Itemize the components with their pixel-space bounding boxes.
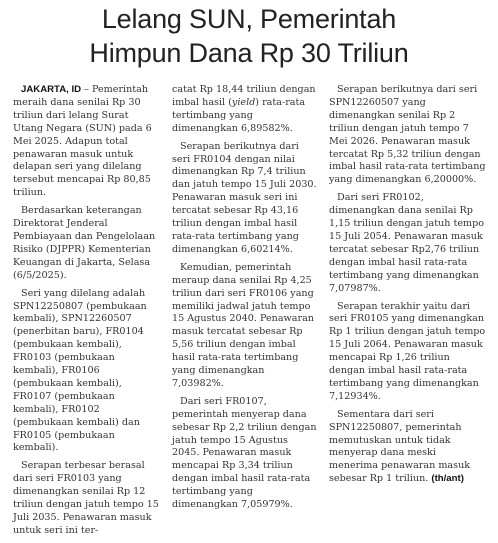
paragraph-text: ) rata-rata tertimbang yang dimenangkan 6,89582%. bbox=[172, 96, 306, 134]
closing-paragraph bbox=[329, 409, 487, 486]
article-column-2 bbox=[172, 84, 318, 517]
paragraph: Dari seri FR0102, dimenangkan dana senilai Rp 1,15 triliun dengan jatuh tempo 15 Juli 2054. Penawaran masuk tercatat sebesar Rp2,76 triliun dengan imbal hasil rata-rata tertimbang yang dimenangkan 7,07987%. bbox=[329, 192, 485, 294]
paragraph: Serapan berikutnya dari seri FR0104 dengan nilai dimenangkan Rp 7,4 triliun dan jatuh tempo 15 Juli 2030. Penawaran masuk seri ini tercatat sebesar Rp 43,16 triliun dengan imbal hasil rata-rata tertimbang yang dimenangkan 6,60214%. bbox=[172, 140, 317, 255]
dateline: JAKARTA, ID bbox=[21, 84, 82, 95]
paragraph: Serapan terbesar berasal dari seri FR0103 yang dimenangkan senilai Rp 12 triliun dengan jatuh tempo 15 Juli 2035. Penawaran masuk untuk seri ini ter- bbox=[13, 460, 159, 536]
paragraph-text: Pemerintah meraih dana senilai Rp 30 triliun dari lelang Surat Utang Negara (SUN) pada 6 Mei 2025. Adapun total penawaran masuk untuk delapan seri yang dilelang tersebut mencapai Rp 80,85 triliun. bbox=[13, 84, 152, 199]
headline-line-1: Lelang SUN, Pemerintah bbox=[101, 4, 397, 34]
headline-line-2: Himpun Dana Rp 30 Triliun bbox=[89, 38, 409, 68]
byline: (th/ant) bbox=[431, 473, 464, 485]
paragraph: Serapan berikutnya dari seri SPN12260507 yang dimenangkan senilai Rp 2 triliun dengan jatuh tempo 7 Mei 2026. Penawaran masuk tercatat Rp 5,32 triliun dengan imbal hasil rata-rata tertimbang yang dimenangkan 6,20000%. bbox=[329, 84, 486, 186]
paragraph: Serapan terakhir yaitu dari seri FR0105 yang dimenangkan Rp 1 triliun dengan jatuh tempo 15 Juli 2064. Penawaran masuk mencapai Rp 1,26 triliun dengan imbal hasil rata-rata tertimbang yang dimenangkan 7,12934%. bbox=[329, 300, 486, 402]
italic-term: yield bbox=[231, 96, 256, 108]
paragraph: Seri yang dilelang adalah SPN12250807 (pembukaan kembali), SPN12260507 (penerbitan baru), FR0104 (pembukaan kembali), FR0103 (pembukaan kembali), FR0106 (pembukaan kembali), FR0107 (pembukaan kembali), FR0102 (pembukaan kembali) dan FR0105 (pembukaan kembali). bbox=[13, 287, 147, 454]
paragraph-text: Sementara dari seri SPN12250807, pemerintah memutuskan untuk tidak menyerap dana meski menerima penawaran masuk sebesar Rp 1 triliun. bbox=[329, 408, 471, 485]
article-column-1 bbox=[13, 84, 161, 543]
paragraph: Kemudian, pemerintah meraup dana senilai Rp 4,25 triliun dari seri FR0106 yang memiliki jadwal jatuh tempo 15 Agustus 2040. Penawaran masuk tercatat sebesar Rp 5,56 triliun dengan imbal hasil rata-rata tertimbang yang dimenangkan 7,03982%. bbox=[172, 261, 314, 389]
paragraph: Berdasarkan keterangan Direktorat Jenderal Pembiayaan dan Pengelolaan Risiko (DJPPR) Kementerian Keuangan di Jakarta, Selasa (6/5/2025). bbox=[13, 205, 156, 281]
lead-paragraph bbox=[13, 84, 161, 200]
paragraph-text: catat Rp 18,44 triliun dengan imbal hasil ( bbox=[172, 84, 316, 108]
paragraph-continued bbox=[172, 84, 318, 136]
paragraph: Dari seri FR0107, pemerintah menyerap dana sebesar Rp 2,2 triliun dengan jatuh tempo 15 Agustus 2045. Penawaran masuk mencapai Rp 3,34 triliun dengan imbal hasil rata-rata tertimbang yang dimenangkan 7,05979%. bbox=[172, 395, 317, 511]
headline bbox=[0, 2, 498, 70]
dateline-dash: – bbox=[81, 84, 92, 95]
article-column-3 bbox=[329, 84, 487, 491]
